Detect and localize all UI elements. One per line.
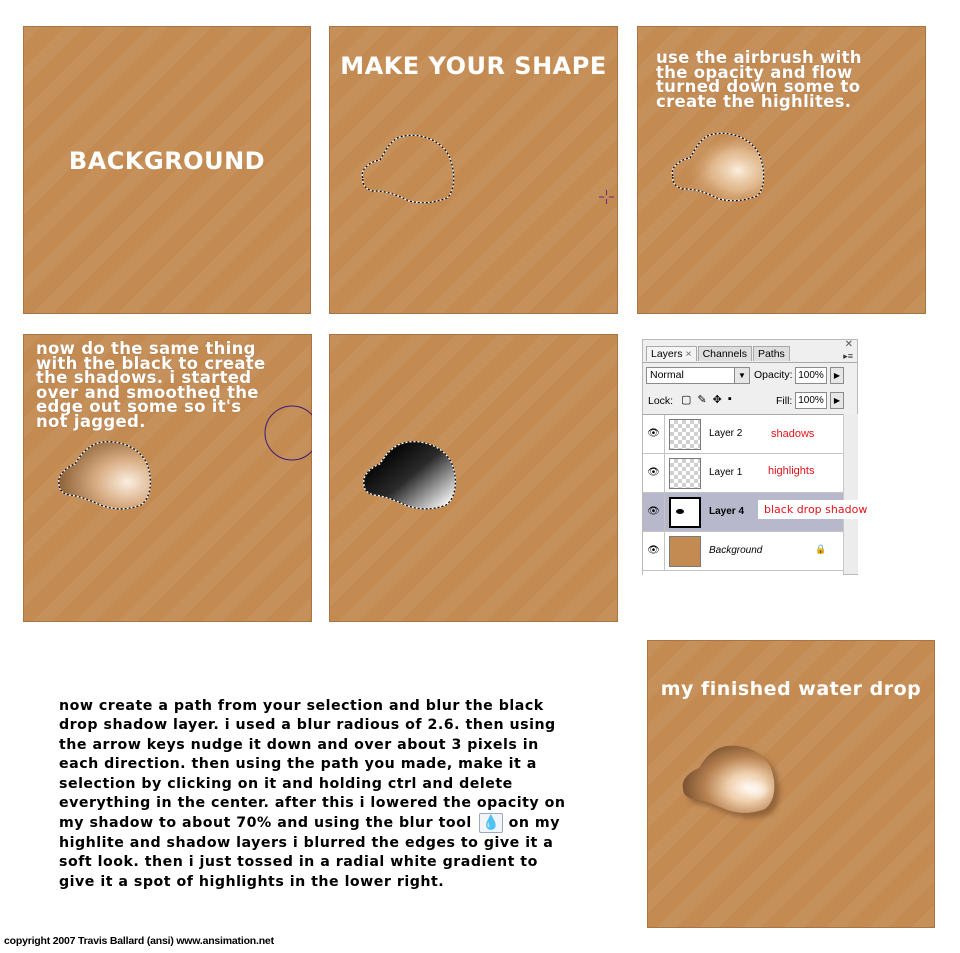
lock-icons (681, 393, 732, 406)
shadow-shape (23, 334, 312, 622)
instruction-paragraph (59, 697, 569, 892)
layers-palette (642, 339, 858, 575)
instruction-text-2: on my highlite and shadow layers i blurred the edges to give it a soft look. then i just tossed in a radial white gradient to give it a spot of highlights in the lower right. (59, 815, 560, 890)
layer-thumbnail (669, 536, 701, 567)
blur-tool-icon: 💧 (479, 813, 503, 833)
layer-row[interactable] (643, 415, 843, 454)
fill-arrow-icon[interactable]: ▶ (830, 392, 844, 409)
water-drop (647, 640, 935, 928)
chevron-down-icon[interactable]: ▼ (734, 368, 749, 383)
eye-icon[interactable]: 👁 (643, 415, 665, 453)
opacity-label: Opacity: (754, 369, 793, 381)
drop-shape-thumbnail-icon (676, 509, 684, 514)
lock-paint-icon[interactable]: ✎ (697, 394, 707, 406)
airbrush-line-1: use the airbrush with (656, 48, 862, 67)
layer-thumbnail (669, 419, 701, 450)
panel-black-shadow (329, 334, 618, 622)
opacity-arrow-icon[interactable]: ▶ (830, 367, 844, 384)
eye-icon[interactable]: 👁 (643, 454, 665, 492)
panel-finished-title: my finished water drop (660, 678, 922, 700)
layer-thumbnail (669, 497, 701, 528)
lock-move-icon[interactable]: ✥ (712, 394, 722, 406)
airbrush-line-2: the opacity and flow (656, 62, 853, 82)
highlight-shape (637, 26, 926, 314)
blend-mode-select[interactable] (646, 367, 750, 384)
shadows-line-1: now do the same thing (36, 339, 256, 358)
shadows-line-4: over and smoothed the (36, 382, 259, 402)
panel-make-shape-title: MAKE YOUR SHAPE (340, 52, 607, 80)
brush-cursor-icon (265, 406, 312, 460)
layer-name: Background (709, 545, 763, 556)
lock-label: Lock: (648, 395, 674, 407)
layer-name: Layer 1 (709, 467, 743, 478)
tab-layers-label: Layers (651, 348, 683, 360)
instruction-text-1: now create a path from your selection and blur the black drop shadow layer. i used a blur radious of 2.6. then using the arrow keys nudge it down and over about 3 pixels in each direction. then using the path you made, make it a selection by clicking on it and holding ctrl and delete everything in the center. after this i lowered the opacity on my shadow to about 70% and using the blur tool (59, 698, 566, 832)
copyright: copyright 2007 Travis Ballard (ansi) www.ansimation.net (4, 935, 274, 947)
panel-airbrush (637, 26, 926, 314)
palette-close-icon[interactable]: ✕ (844, 339, 853, 350)
layer-name: Layer 4 (709, 506, 745, 517)
layer-note: shadows (771, 428, 815, 440)
shadows-line-6: not jagged. (36, 411, 146, 431)
eye-icon[interactable]: 👁 (643, 493, 665, 531)
lock-all-icon[interactable]: ▪ (727, 393, 732, 405)
opacity-field[interactable]: 100% (795, 367, 827, 384)
layer-name: Layer 2 (709, 428, 743, 439)
panel-make-shape (329, 26, 618, 314)
shadows-line-2: with the black to create (36, 353, 266, 373)
layers-list (643, 414, 843, 575)
panel-background-title: BACKGROUND (68, 147, 266, 175)
blend-mode-value: Normal (650, 369, 684, 381)
layer-row[interactable] (643, 532, 843, 571)
eye-icon[interactable]: 👁 (643, 532, 665, 570)
layer-thumbnail (669, 458, 701, 489)
layer-note-callout: black drop shadow (758, 500, 873, 519)
airbrush-line-4: create the highlites. (656, 91, 852, 111)
layer-note: highlights (768, 465, 815, 477)
tab-layers[interactable] (646, 346, 697, 361)
selection-outline (329, 26, 618, 314)
airbrush-line-3: turned down some to (656, 77, 861, 96)
layer-row[interactable] (643, 454, 843, 493)
panel-finished (647, 640, 935, 928)
layers-scrollbar[interactable] (843, 414, 858, 574)
panel-shadows (23, 334, 312, 622)
fill-label: Fill: (776, 395, 793, 407)
palette-menu-icon[interactable]: ▸≡ (843, 351, 853, 361)
tab-close-icon[interactable]: × (685, 348, 692, 360)
fill-field[interactable]: 100% (795, 392, 827, 409)
panel-background (23, 26, 311, 314)
tab-paths[interactable]: Paths (753, 346, 790, 361)
lock-transparency-icon[interactable]: ▢ (681, 394, 692, 406)
crosshair-cursor-icon (599, 190, 614, 204)
shadows-line-3: the shadows. i started (36, 368, 252, 387)
layer-lock-icon: 🔒 (815, 544, 827, 554)
black-shadow-shape (329, 334, 618, 622)
palette-tabs (646, 346, 791, 363)
shadows-line-5: edge out some so it's (36, 397, 242, 416)
tab-channels[interactable]: Channels (698, 346, 752, 361)
